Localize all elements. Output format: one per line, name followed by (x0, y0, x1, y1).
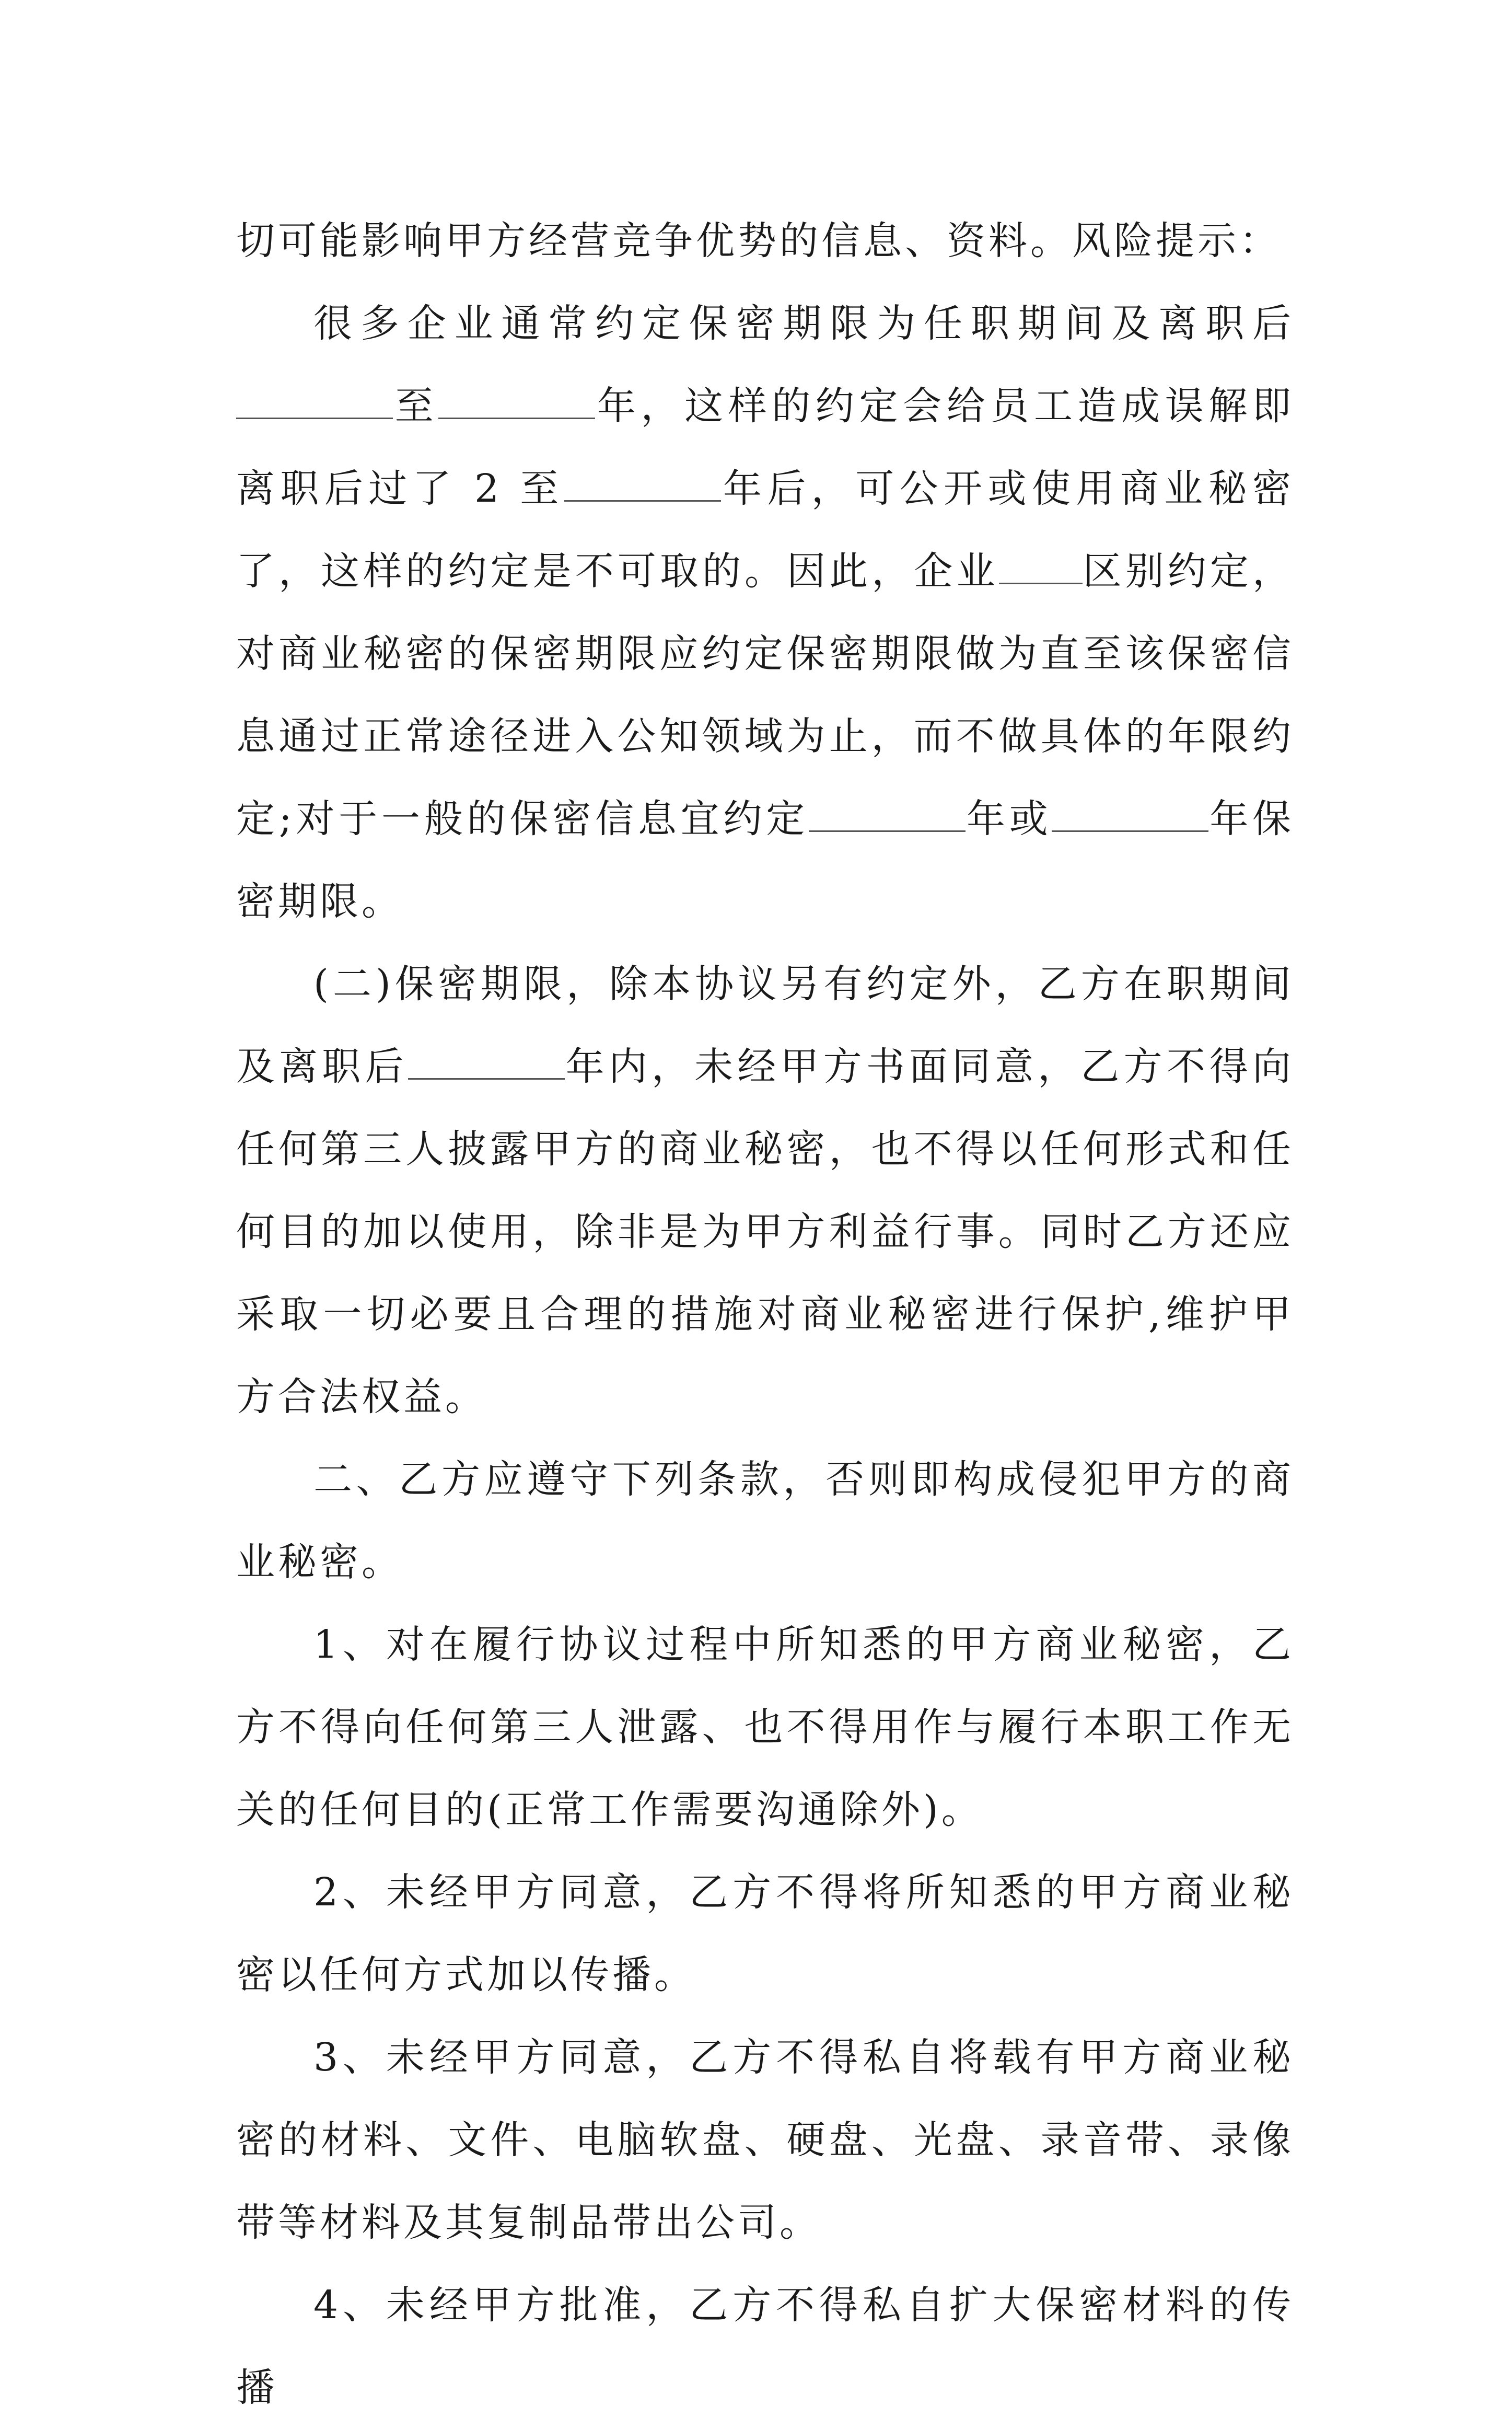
blank-field (564, 467, 721, 502)
blank-field (809, 797, 966, 832)
paragraph-6 (236, 1851, 1294, 2016)
text: (二)保密期限，除本协议另有约定外，乙方在职期间及离职后 (236, 962, 1294, 1089)
text: 年或 (966, 796, 1052, 841)
paragraph-1 (236, 200, 1294, 282)
text: 年，这样的约定会给员工造成误解即离职后过了 (236, 384, 1295, 511)
document-body (236, 200, 1294, 2429)
blank-field (236, 384, 393, 419)
paragraph-3 (236, 943, 1294, 1438)
text: 4、未经甲方批准，乙方不得私自扩大保密材料的传播 (236, 2283, 1294, 2410)
text: 年内，未经甲方书面同意，乙方不得向任何第三人披露甲方的商业秘密，也不得以任何形式和任何目的加以使用，除非是为甲方利益行事。同时乙方还应采取一切必要且合理的措施对商业秘密进行保护,维护甲方合法权益。 (236, 1044, 1295, 1419)
blank-field (999, 549, 1083, 584)
paragraph-5 (236, 1603, 1294, 1851)
paragraph-7 (236, 2016, 1294, 2264)
blank-field (1052, 797, 1208, 832)
text: 2、未经甲方同意，乙方不得将所知悉的甲方商业秘密以任何方式加以传播。 (236, 1870, 1294, 1997)
text: 3、未经甲方同意，乙方不得私自将载有甲方商业秘密的材料、文件、电脑软盘、硬盘、光盘、录音带、录像带等材料及其复制品带出公司。 (236, 2035, 1294, 2245)
text: 至 (393, 384, 439, 429)
text: 1、对在履行协议过程中所知悉的甲方商业秘密，乙方不得向任何第三人泄露、也不得用作与履行本职工作无关的任何目的(正常工作需要沟通除外)。 (236, 1622, 1294, 1832)
paragraph-2 (236, 282, 1294, 943)
text: 2 至 (457, 466, 564, 511)
blank-field (408, 1045, 565, 1080)
text: 切可能影响甲方经营竞争优势的信息、资料。风险提示： (236, 218, 1281, 263)
text: 区别约定，对商业秘密的保密期限应约定保密期限做为直至该保密信息通过正常途径进入公知领域为止，而不做具体的年限约定;对于一般的保密信息宜约定 (236, 549, 1295, 841)
paragraph-8 (236, 2264, 1294, 2429)
blank-field (438, 384, 595, 419)
text: 年后，可公开或使用商业秘密了，这样的约定是不可取的。因此，企业 (236, 466, 1294, 594)
paragraph-4 (236, 1438, 1294, 1603)
text: 年保密期限。 (236, 796, 1295, 924)
text: 很多企业通常约定保密期限为任职期间及离职后 (313, 301, 1294, 346)
text: 二、乙方应遵守下列条款，否则即构成侵犯甲方的商业秘密。 (236, 1457, 1294, 1584)
